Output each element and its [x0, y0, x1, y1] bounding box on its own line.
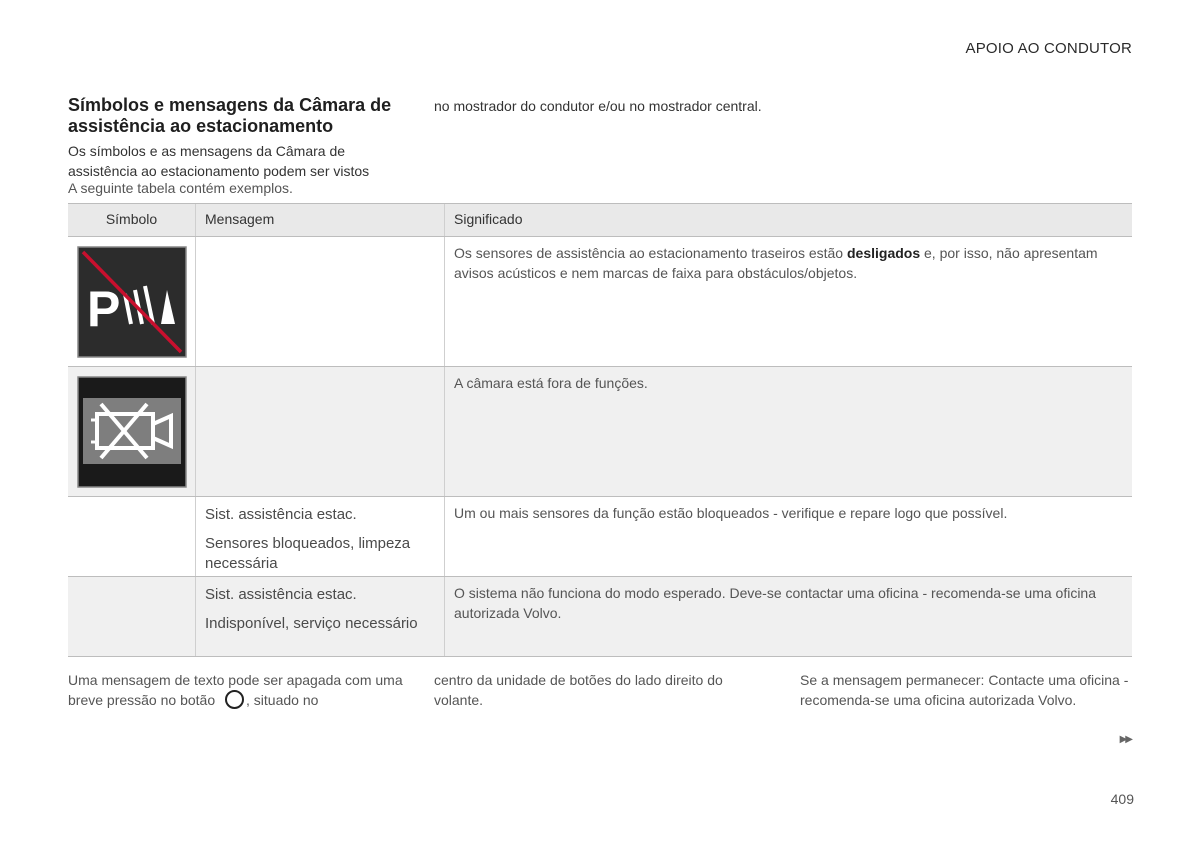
symbol-cell — [68, 497, 196, 576]
meaning-cell — [445, 237, 1132, 366]
page-title: Símbolos e mensagens da Câmara de assistência ao estacionamento — [68, 95, 392, 136]
table-row — [68, 497, 1132, 577]
circle-button-icon — [225, 690, 244, 709]
message-cell — [196, 497, 445, 576]
message-cell — [196, 237, 445, 366]
meaning-cell: A câmara está fora de funções. — [454, 375, 648, 391]
intro-text-continued: no mostrador do condutor e/ou no mostrador central. — [434, 98, 762, 114]
symbol-cell — [68, 367, 196, 496]
symbols-table — [68, 203, 1132, 657]
camera-fault-icon — [77, 376, 187, 488]
meaning-bold-text: desligados — [846, 245, 921, 261]
message-detail: Sensores bloqueados, limpeza necessária — [205, 535, 411, 572]
park-assist-off-icon — [77, 246, 187, 358]
message-cell — [196, 577, 445, 656]
table-intro: A seguinte tabela contém exemplos. — [68, 180, 293, 196]
message-title: Sist. assistência estac. — [205, 506, 357, 523]
header-symbol: Símbolo — [68, 204, 196, 236]
svg-text:P: P — [86, 280, 120, 337]
header-message: Mensagem — [196, 204, 445, 236]
table-row — [68, 577, 1132, 657]
table-header-row — [68, 203, 1132, 237]
bottom-text-col1 — [68, 670, 403, 710]
meaning-cell: Um ou mais sensores da função estão bloqueados - verifique e repare logo que possível. — [454, 505, 1008, 521]
message-detail: Indisponível, serviço necessário — [205, 615, 418, 632]
next-page-arrows-icon: ▶▶ — [1119, 734, 1131, 745]
bottom-text-col2: centro da unidade de botões do lado direito do volante. — [434, 672, 723, 708]
meaning-text-end: e, por isso, não apresentam avisos acústicos e nem marcas de faixa para obstáculos/objetos. — [454, 245, 1098, 281]
table-row — [68, 367, 1132, 497]
bottom-text-col3: Se a mensagem permanecer: Contacte uma oficina - recomenda-se uma oficina autorizada Volvo. — [800, 672, 1129, 708]
symbol-cell — [68, 237, 196, 366]
section-header: APOIO AO CONDUTOR — [965, 40, 1132, 57]
header-meaning: Significado — [454, 211, 523, 227]
bottom-text-start: Uma mensagem de texto pode ser apagada com uma breve pressão no botão — [68, 672, 403, 708]
meaning-text: Os sensores de assistência ao estacionamento traseiros estão — [454, 245, 847, 261]
bottom-text-end: , situado no — [246, 692, 319, 708]
table-row — [68, 237, 1132, 367]
message-title: Sist. assistência estac. — [205, 586, 357, 603]
message-cell — [196, 367, 445, 496]
page-number: 409 — [1110, 791, 1134, 807]
intro-text: Os símbolos e as mensagens da Câmara de assistência ao estacionamento podem ser vistos — [68, 143, 370, 179]
symbol-cell — [68, 577, 196, 656]
meaning-cell: O sistema não funciona do modo esperado. Deve-se contactar uma oficina - recomenda-se uma oficina autorizada Volvo. — [454, 585, 1097, 621]
